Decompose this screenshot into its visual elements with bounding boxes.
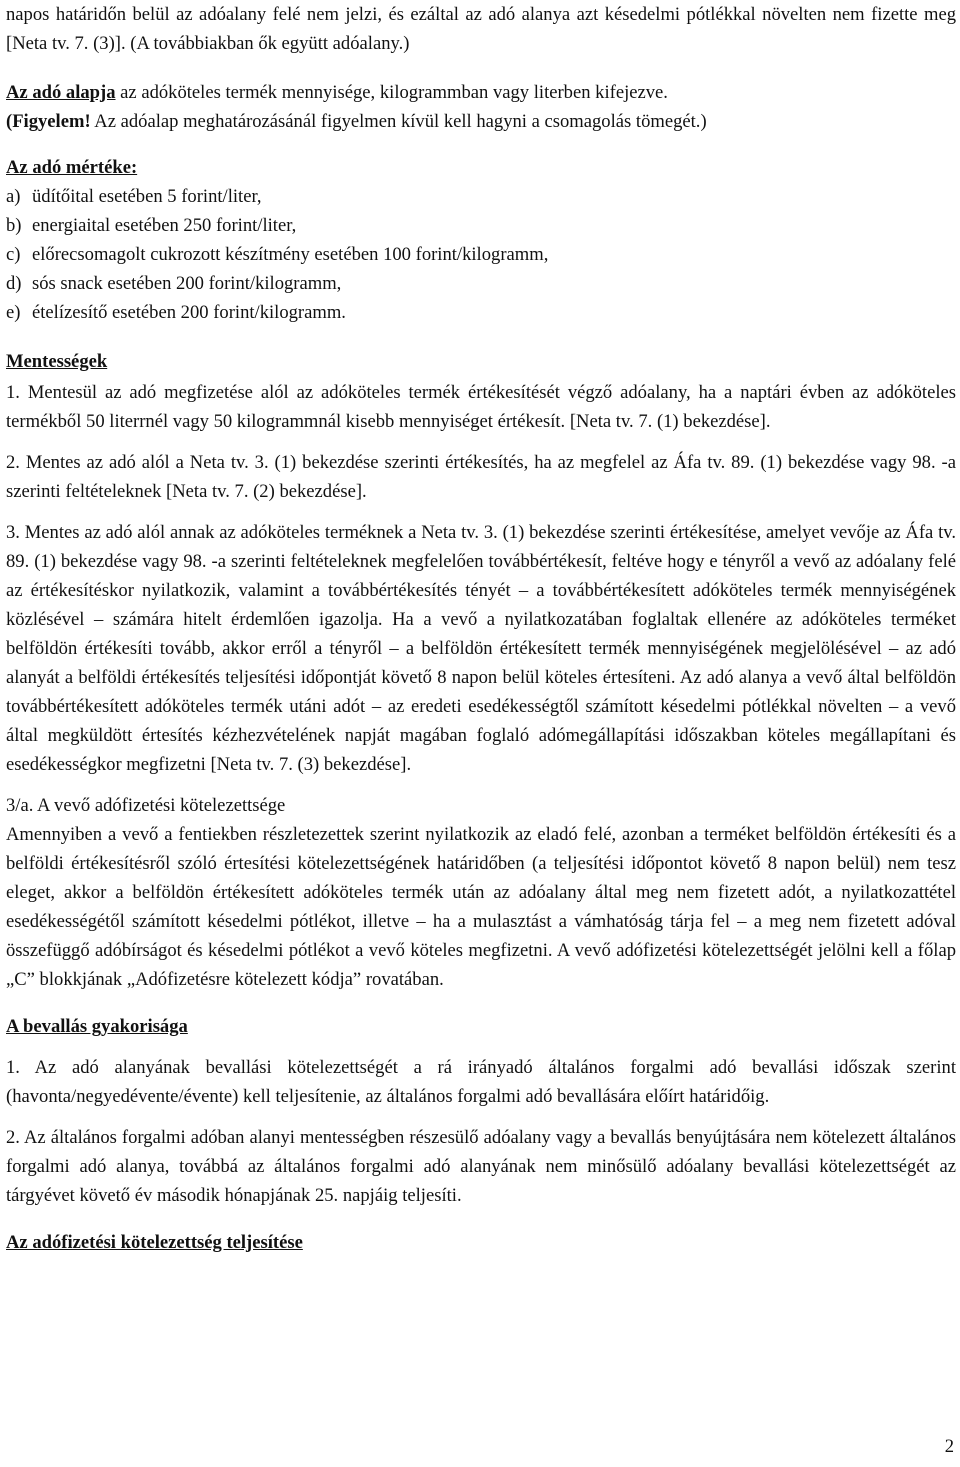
exemption-3: 3. Mentes az adó alól annak az adóköteles terméknek a Neta tv. 3. (1) bekezdése szerinti értékesítése, amelyet vevője az Áfa tv. 89. (1) bekezdése vagy 98. -a szerinti feltételeknek megfelelően továbbértékesít, feltéve hogy e tényről a vevő az adóalany felé az értékesítéskor nyilatkozik, valamint a továbbértékesítés tényét – a továbbértékesített adóköteles termék mennyiségének közlésével – számára hitelt érdemlően igazolja. Ha a vevő a nyilatkozatában foglaltak ellenére az adóköteles terméket belföldön értékesíti tovább, akkor erről a tényről – a belföldön értékesített termék mennyiségének megjelölésével – az adó alanyát a belföldi értékesítés teljesítési időpontját követő 8 napon belül köteles értesíteni. Az adó alanya a vevő által belföldön továbbértékesített adóköteles termék utáni adót – az eredeti esedékességtől számított késedelmi pótlékkal növelten – a vevő által megküldött értesítés kézhezvételének napját magában foglaló adómegállapítási időszakban köteles megállapítani és esedékességkor megfizetni [Neta tv. 7. (3) bekezdése]. <box>6 522 956 775</box>
buyer-obligation-text: Amennyiben a vevő a fentiekben részletezettek szerint nyilatkozik az eladó felé, azonban a terméket belföldön értékesíti és a belföldi értékesítésről szóló értesítési kötelezettségének határidőben (a teljesítési időpontot követő 8 napon belül) nem tesz eleget, akkor a belföldön értékesített adóköteles termék után az adóalany által meg nem fizetett adót, a nyilatkozattétel esedékességétől számított késedelmi pótlékot, illetve – ha a mulasztást a vámhatóság tárja fel – a meg nem fizetett adóval összefüggő adóbírságot és késedelmi pótlékot a vevő köteles megfizetni. A vevő adófizetési kötelezettségét jelölni kell a főlap „C” blokkjának „Adófizetésre kötelezett kódja” rovatában. <box>6 824 956 990</box>
tax-rate-heading: Az adó mértéke: <box>6 157 138 178</box>
list-item: d) sós snack esetében 200 forint/kilogramm, <box>6 273 342 294</box>
filing-frequency-2: 2. Az általános forgalmi adóban alanyi mentességben részesülő adóalany vagy a bevallás benyújtására nem kötelezett általános forgalmi adó alanya, továbbá az általános forgalmi adó alanyának nem minősülő adóalany bevallási kötelezettségét az tárgyévet követő év második hónapjának 25. napjáig teljesíti. <box>6 1127 956 1206</box>
document-page <box>6 0 956 1257</box>
list-item: e) ételízesítő esetében 200 forint/kilogramm. <box>6 302 346 323</box>
tax-base-heading: Az adó alapja <box>6 82 116 103</box>
page-number: 2 <box>944 1436 954 1457</box>
warning-text: Az adóalap meghatározásánál figyelmen kívül kell hagyni a csomagolás tömegét.) <box>90 111 707 132</box>
tax-base-text: az adóköteles termék mennyisége, kilogrammban vagy literben kifejezve. <box>115 82 668 103</box>
tax-rate-list <box>6 182 956 327</box>
exemption-1: 1. Mentesül az adó megfizetése alól az adóköteles termék értékesítését végző adóalany, ha a naptári évben az adóköteles termékből 50 literrnél vagy 50 kilogrammnál kisebb mennyiséget értékesít. [Neta tv. 7. (1) bekezdése]. <box>6 382 956 432</box>
list-item: c) előrecsomagolt cukrozott készítmény esetében 100 forint/kilogramm, <box>6 244 549 265</box>
filing-frequency-1: 1. Az adó alanyának bevallási kötelezettségét a rá irányadó általános forgalmi adó bevallási időszak szerint (havonta/negyedévente/évente) kell teljesítenie, az általános forgalmi adó bevallására előírt határidőig. <box>6 1057 956 1107</box>
warning-label: (Figyelem! <box>6 111 91 132</box>
intro-continuation: napos határidőn belül az adóalany felé nem jelzi, és ezáltal az adó alanya azt késedelmi pótlékkal növelten nem fizette meg [Neta tv. 7. (3)]. (A továbbiakban ők együtt adóalany.) <box>6 4 956 54</box>
payment-heading: Az adófizetési kötelezettség teljesítése <box>6 1232 303 1253</box>
list-item: a) üdítőital esetében 5 forint/liter, <box>6 186 262 207</box>
exemption-2: 2. Mentes az adó alól a Neta tv. 3. (1) bekezdése szerinti értékesítés, ha az megfelel az Áfa tv. 89. (1) bekezdése vagy 98. -a szerinti feltételeknek [Neta tv. 7. (2) bekezdése]. <box>6 452 956 502</box>
exemptions-heading: Mentességek <box>6 351 108 372</box>
list-item: b) energiaital esetében 250 forint/liter, <box>6 215 297 236</box>
tax-base-paragraph <box>6 78 956 136</box>
filing-frequency-heading: A bevallás gyakorisága <box>6 1016 188 1037</box>
buyer-obligation-title: 3/a. A vevő adófizetési kötelezettsége <box>6 795 286 816</box>
